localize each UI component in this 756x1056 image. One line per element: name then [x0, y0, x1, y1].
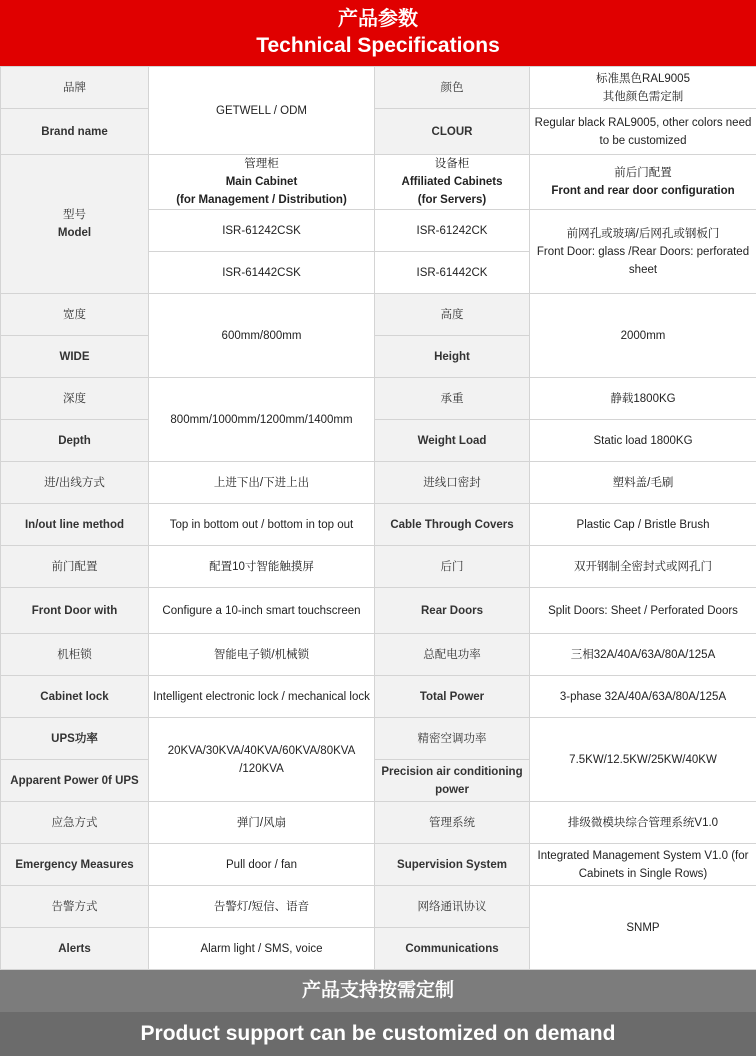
ups-value: 20KVA/30KVA/40KVA/60KVA/80KVA /120KVA [149, 718, 375, 802]
frontdoor-label-en: Front Door with [1, 588, 149, 634]
seal-value-en: Plastic Cap / Bristle Brush [530, 504, 756, 546]
height-label-en: Height [375, 336, 530, 378]
affiliated-model-2: ISR-61442CK [375, 252, 530, 294]
load-value-en: Static load 1800KG [530, 420, 756, 462]
frontdoor-value-en: Configure a 10-inch smart touchscreen [149, 588, 375, 634]
seal-label-en: Cable Through Covers [375, 504, 530, 546]
alarm-value-zh: 告警灯/短信、语音 [149, 886, 375, 928]
height-value: 2000mm [530, 294, 756, 378]
mgmt-value-zh: 排级微模块综合管理系统V1.0 [530, 802, 756, 844]
frontdoor-value-zh: 配置10寸智能触摸屏 [149, 546, 375, 588]
mgmt-label-zh: 管理系统 [375, 802, 530, 844]
load-label-en: Weight Load [375, 420, 530, 462]
alarm-value-en: Alarm light / SMS, voice [149, 928, 375, 970]
alarm-label-zh: 告警方式 [1, 886, 149, 928]
title-en: Technical Specifications [0, 32, 756, 60]
load-value-zh: 静载1800KG [530, 378, 756, 420]
width-label-en: WIDE [1, 336, 149, 378]
colour-value-en: Regular black RAL9005, other colors need to be customized [530, 109, 756, 155]
height-label-zh: 高度 [375, 294, 530, 336]
power-value-en: 3-phase 32A/40A/63A/80A/125A [530, 676, 756, 718]
footer-zh: 产品支持按需定制 [0, 970, 756, 1012]
ups-label-zh: UPS功率 [1, 718, 149, 760]
emergency-value-zh: 弹门/风扇 [149, 802, 375, 844]
footer-en: Product support can be customized on demand [0, 1012, 756, 1056]
brand-value: GETWELL / ODM [149, 67, 375, 155]
ac-value: 7.5KW/12.5KW/25KW/40KW [530, 718, 756, 802]
door-config-header: 前后门配置 Front and rear door configuration [530, 155, 756, 210]
depth-label-zh: 深度 [1, 378, 149, 420]
door-config-value: 前网孔或玻璃/后网孔或钢板门 Front Door: glass /Rear Doors: perforated sheet [530, 210, 756, 294]
inout-value-en: Top in bottom out / bottom in top out [149, 504, 375, 546]
depth-value: 800mm/1000mm/1200mm/1400mm [149, 378, 375, 462]
main-cabinet-header: 管理柜 Main Cabinet (for Management / Distribution) [149, 155, 375, 210]
comm-label-zh: 网络通讯协议 [375, 886, 530, 928]
page-header [0, 0, 756, 66]
ac-label-en: Precision air conditioning power [375, 760, 530, 802]
power-label-en: Total Power [375, 676, 530, 718]
affiliated-cabinet-header: 设备柜 Affiliated Cabinets (for Servers) [375, 155, 530, 210]
load-label-zh: 承重 [375, 378, 530, 420]
reardoor-value-en: Split Doors: Sheet / Perforated Doors [530, 588, 756, 634]
reardoor-label-en: Rear Doors [375, 588, 530, 634]
emergency-value-en: Pull door / fan [149, 844, 375, 886]
reardoor-label-zh: 后门 [375, 546, 530, 588]
colour-value-zh: 标准黑色RAL9005 其他颜色需定制 [530, 67, 756, 109]
mgmt-value-en: Integrated Management System V1.0 (for Cabinets in Single Rows) [530, 844, 756, 886]
comm-value: SNMP [530, 886, 756, 970]
mgmt-label-en: Supervision System [375, 844, 530, 886]
width-value: 600mm/800mm [149, 294, 375, 378]
lock-label-zh: 机柜锁 [1, 634, 149, 676]
main-model-2: ISR-61442CSK [149, 252, 375, 294]
depth-label-en: Depth [1, 420, 149, 462]
spec-table [0, 66, 756, 970]
inout-label-en: In/out line method [1, 504, 149, 546]
brand-label-en: Brand name [1, 109, 149, 155]
alarm-label-en: Alerts [1, 928, 149, 970]
emergency-label-zh: 应急方式 [1, 802, 149, 844]
emergency-label-en: Emergency Measures [1, 844, 149, 886]
ac-label-zh: 精密空调功率 [375, 718, 530, 760]
inout-value-zh: 上进下出/下进上出 [149, 462, 375, 504]
main-model-1: ISR-61242CSK [149, 210, 375, 252]
affiliated-model-1: ISR-61242CK [375, 210, 530, 252]
reardoor-value-zh: 双开钢制全密封式或网孔门 [530, 546, 756, 588]
seal-value-zh: 塑料盖/毛刷 [530, 462, 756, 504]
width-label-zh: 宽度 [1, 294, 149, 336]
frontdoor-label-zh: 前门配置 [1, 546, 149, 588]
comm-label-en: Communications [375, 928, 530, 970]
seal-label-zh: 进线口密封 [375, 462, 530, 504]
lock-value-zh: 智能电子锁/机械锁 [149, 634, 375, 676]
lock-value-en: Intelligent electronic lock / mechanical lock [149, 676, 375, 718]
brand-label-zh: 品牌 [1, 67, 149, 109]
title-zh: 产品参数 [0, 6, 756, 32]
colour-label-en: CLOUR [375, 109, 530, 155]
inout-label-zh: 进/出线方式 [1, 462, 149, 504]
colour-label-zh: 颜色 [375, 67, 530, 109]
ups-label-en: Apparent Power 0f UPS [1, 760, 149, 802]
power-label-zh: 总配电功率 [375, 634, 530, 676]
lock-label-en: Cabinet lock [1, 676, 149, 718]
power-value-zh: 三相32A/40A/63A/80A/125A [530, 634, 756, 676]
model-label: 型号 Model [1, 155, 149, 294]
